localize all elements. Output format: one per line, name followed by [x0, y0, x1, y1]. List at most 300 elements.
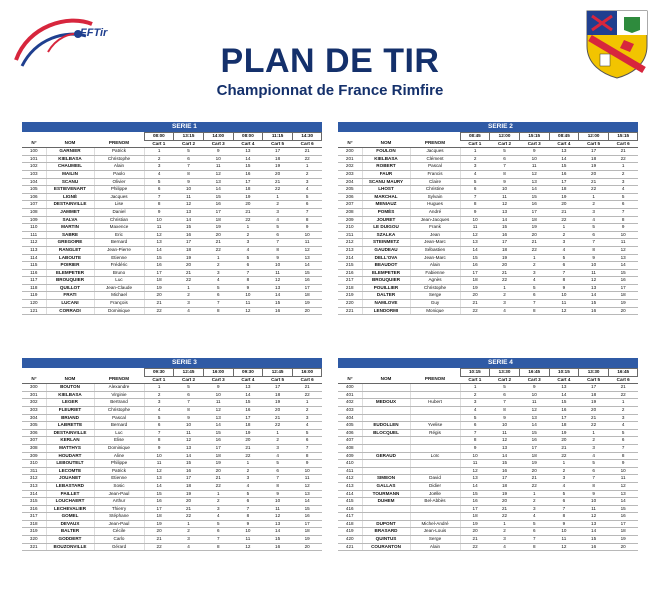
carton-target: 7 [233, 269, 263, 277]
column-header-cart: Cart 2 [490, 376, 520, 384]
carton-target: 1 [292, 399, 322, 407]
carton-target: 7 [263, 475, 293, 483]
carton-target: 22 [144, 543, 174, 551]
table-row [22, 193, 322, 201]
carton-target: 13 [263, 284, 293, 292]
shooter-number: 409 [338, 452, 362, 460]
shooter-firstname: Patrick [94, 467, 144, 475]
carton-target: 3 [203, 269, 233, 277]
shooter-firstname: Luc [94, 277, 144, 285]
shooter-name: HOUDART [46, 452, 94, 460]
carton-target: 17 [233, 178, 263, 186]
carton-target: 11 [519, 399, 549, 407]
carton-target: 6 [292, 201, 322, 209]
shooter-name: GAUDEAU [362, 246, 410, 254]
time-cell: 09:30 [144, 369, 174, 377]
carton-target: 12 [203, 406, 233, 414]
carton-target: 19 [144, 520, 174, 528]
table-row [22, 178, 322, 186]
carton-target: 7 [203, 536, 233, 544]
shooter-name [362, 444, 410, 452]
serie-table [338, 368, 638, 551]
table-row [338, 536, 638, 544]
carton-target: 2 [519, 262, 549, 270]
shooter-name [362, 384, 410, 392]
time-cell: 16:45 [608, 369, 638, 377]
carton-target: 22 [549, 216, 579, 224]
carton-target: 18 [263, 155, 293, 163]
carton-target: 6 [144, 186, 174, 194]
column-header-nom: NOM [46, 140, 94, 148]
shooter-number: 401 [338, 391, 362, 399]
carton-target: 4 [233, 246, 263, 254]
carton-target: 18 [144, 513, 174, 521]
carton-target: 11 [490, 429, 520, 437]
time-cell: 14:00 [203, 133, 233, 141]
blank-cell [362, 133, 410, 141]
carton-target: 5 [549, 254, 579, 262]
carton-target: 1 [144, 148, 174, 156]
shooter-firstname [410, 384, 460, 392]
carton-target: 2 [549, 231, 579, 239]
carton-target: 10 [174, 186, 204, 194]
shooter-firstname: Aline [94, 452, 144, 460]
carton-target: 9 [174, 178, 204, 186]
table-row [338, 277, 638, 285]
shooter-name: COURANTON [362, 543, 410, 551]
carton-target: 22 [549, 452, 579, 460]
shooter-firstname: Bernard [94, 239, 144, 247]
carton-target: 16 [233, 170, 263, 178]
table-row [22, 292, 322, 300]
carton-target: 8 [292, 452, 322, 460]
carton-target: 13 [203, 178, 233, 186]
carton-target: 13 [460, 475, 490, 483]
carton-target: 21 [608, 384, 638, 392]
carton-target: 13 [519, 178, 549, 186]
carton-target: 14 [263, 292, 293, 300]
carton-target: 9 [549, 520, 579, 528]
blank-cell [22, 133, 46, 141]
shooter-firstname: Yvelise [410, 422, 460, 430]
shooter-number: 306 [22, 429, 46, 437]
carton-target: 13 [203, 414, 233, 422]
shooter-name: LUCANI [46, 300, 94, 308]
carton-target: 8 [608, 452, 638, 460]
carton-target: 1 [579, 193, 609, 201]
shooter-number: 211 [338, 231, 362, 239]
carton-target: 22 [608, 155, 638, 163]
shooter-name [362, 505, 410, 513]
carton-target: 7 [174, 399, 204, 407]
time-cell: 13:30 [490, 369, 520, 377]
shooter-firstname: Michel-André [410, 520, 460, 528]
shooter-name: GERAUD [362, 452, 410, 460]
carton-target: 12 [608, 246, 638, 254]
shooter-firstname: Dominique [94, 444, 144, 452]
table-row [338, 498, 638, 506]
carton-target: 19 [233, 429, 263, 437]
carton-target: 21 [519, 475, 549, 483]
column-header-num: N° [22, 140, 46, 148]
carton-target: 10 [519, 391, 549, 399]
table-row [22, 513, 322, 521]
blank-cell [410, 369, 460, 377]
carton-target: 21 [460, 536, 490, 544]
shooter-name: MATTHYS [46, 444, 94, 452]
carton-target: 20 [579, 170, 609, 178]
table-row [338, 406, 638, 414]
carton-target: 13 [490, 444, 520, 452]
serie-table [22, 368, 322, 551]
carton-target: 8 [460, 201, 490, 209]
carton-target: 6 [233, 262, 263, 270]
carton-target: 9 [519, 148, 549, 156]
carton-target: 14 [233, 391, 263, 399]
carton-target: 12 [579, 513, 609, 521]
carton-target: 18 [292, 292, 322, 300]
shooter-firstname: Cécile [94, 528, 144, 536]
table-row [338, 505, 638, 513]
shooter-name: SALVA [46, 216, 94, 224]
shooter-number: 402 [338, 399, 362, 407]
shooter-number: 218 [338, 284, 362, 292]
table-row [22, 170, 322, 178]
carton-target: 17 [519, 444, 549, 452]
table-row [338, 178, 638, 186]
carton-target: 11 [144, 224, 174, 232]
carton-target: 6 [203, 528, 233, 536]
time-cell: 08:00 [144, 133, 174, 141]
carton-target: 6 [608, 201, 638, 209]
serie-header [22, 358, 322, 368]
carton-target: 16 [292, 277, 322, 285]
carton-target: 17 [292, 284, 322, 292]
carton-target: 16 [490, 467, 520, 475]
carton-target: 21 [292, 148, 322, 156]
carton-target: 1 [292, 163, 322, 171]
shooter-name: BEAUDOT [362, 262, 410, 270]
shooter-number: 213 [338, 246, 362, 254]
carton-target: 21 [549, 208, 579, 216]
carton-target: 18 [579, 391, 609, 399]
column-header-cart: Cart 2 [174, 376, 204, 384]
shooter-number: 120 [22, 300, 46, 308]
carton-target: 22 [263, 186, 293, 194]
shooter-firstname: Loïc [410, 452, 460, 460]
shooter-name: DUPONT [362, 520, 410, 528]
table-row [22, 467, 322, 475]
shooter-number: 405 [338, 422, 362, 430]
carton-target: 20 [490, 262, 520, 270]
shooter-number: 217 [338, 277, 362, 285]
shooter-name [362, 460, 410, 468]
shooter-number: 304 [22, 414, 46, 422]
shooter-number: 216 [338, 269, 362, 277]
shooter-name: POUILLIER [362, 284, 410, 292]
carton-target: 5 [460, 178, 490, 186]
table-row [338, 254, 638, 262]
carton-target: 22 [519, 246, 549, 254]
carton-target: 14 [144, 482, 174, 490]
shooter-number: 114 [22, 254, 46, 262]
carton-target: 18 [233, 422, 263, 430]
column-header-cart: Cart 2 [174, 140, 204, 148]
table-row [22, 422, 322, 430]
carton-target: 8 [263, 246, 293, 254]
carton-target: 16 [460, 498, 490, 506]
carton-target: 19 [233, 193, 263, 201]
carton-target: 16 [233, 406, 263, 414]
carton-target: 11 [608, 475, 638, 483]
carton-target: 9 [579, 254, 609, 262]
shooter-name: ELEMPETER [46, 269, 94, 277]
carton-target: 15 [490, 224, 520, 232]
carton-target: 17 [579, 384, 609, 392]
carton-target: 9 [203, 148, 233, 156]
carton-target: 10 [263, 498, 293, 506]
carton-target: 11 [292, 475, 322, 483]
shooter-name: JOURET [362, 216, 410, 224]
shooter-firstname: Maxence [94, 224, 144, 232]
shooter-number: 309 [22, 452, 46, 460]
carton-target: 4 [292, 186, 322, 194]
carton-target: 15 [549, 163, 579, 171]
carton-target: 8 [144, 437, 174, 445]
carton-target: 20 [174, 262, 204, 270]
carton-target: 9 [608, 224, 638, 232]
shooter-number: 303 [22, 406, 46, 414]
carton-target: 7 [549, 269, 579, 277]
carton-target: 9 [490, 178, 520, 186]
shooter-firstname: Jean-Jacques [410, 216, 460, 224]
carton-target: 5 [174, 148, 204, 156]
carton-target: 5 [579, 224, 609, 232]
carton-target: 20 [460, 528, 490, 536]
shooter-name: PAILLET [46, 490, 94, 498]
carton-target: 13 [460, 239, 490, 247]
table-row [338, 429, 638, 437]
carton-target: 7 [460, 193, 490, 201]
table-row [338, 422, 638, 430]
carton-target: 14 [460, 482, 490, 490]
carton-target: 15 [519, 429, 549, 437]
carton-target: 13 [608, 254, 638, 262]
carton-target: 21 [460, 300, 490, 308]
column-header-cart: Cart 1 [460, 376, 490, 384]
carton-target: 9 [233, 284, 263, 292]
carton-target: 15 [144, 254, 174, 262]
carton-target: 6 [233, 498, 263, 506]
carton-target: 3 [579, 208, 609, 216]
carton-target: 14 [203, 422, 233, 430]
shooter-name: LECOMTE [46, 467, 94, 475]
carton-target: 19 [490, 254, 520, 262]
carton-target: 21 [549, 444, 579, 452]
carton-target: 21 [579, 414, 609, 422]
shooter-firstname: Monique [410, 307, 460, 315]
shooter-firstname: Olivier [94, 178, 144, 186]
carton-target: 4 [203, 513, 233, 521]
shooter-number: 208 [338, 208, 362, 216]
carton-target: 6 [174, 155, 204, 163]
shooter-firstname: Sosic [94, 482, 144, 490]
carton-target: 18 [174, 482, 204, 490]
carton-target: 21 [263, 178, 293, 186]
carton-target: 13 [174, 208, 204, 216]
carton-target: 17 [579, 148, 609, 156]
shooter-firstname: Paolo [94, 170, 144, 178]
shooter-firstname: Christian [94, 216, 144, 224]
carton-target: 21 [608, 148, 638, 156]
carton-target: 6 [263, 231, 293, 239]
carton-target: 9 [460, 208, 490, 216]
shooter-number: 117 [22, 277, 46, 285]
carton-target: 10 [490, 186, 520, 194]
table-row [22, 224, 322, 232]
shooter-name: EUDOLLEN [362, 422, 410, 430]
column-header-cart: Cart 6 [608, 140, 638, 148]
shooter-name: BLOCQUEL [362, 429, 410, 437]
carton-target: 2 [203, 262, 233, 270]
shooter-name [362, 467, 410, 475]
carton-target: 2 [174, 528, 204, 536]
shooter-number: 419 [338, 528, 362, 536]
shooter-firstname: Alain [94, 163, 144, 171]
time-cell: 09:30 [233, 369, 263, 377]
serie-block-1 [22, 122, 322, 315]
column-header-cart: Cart 5 [263, 140, 293, 148]
shooter-number: 416 [338, 505, 362, 513]
shooter-number: 421 [338, 543, 362, 551]
carton-target: 20 [608, 543, 638, 551]
logo-text: FFTir [80, 27, 108, 39]
carton-target: 15 [233, 399, 263, 407]
carton-target: 10 [549, 528, 579, 536]
table-row [22, 490, 322, 498]
shooter-number: 215 [338, 262, 362, 270]
table-row [22, 528, 322, 536]
table-row [338, 208, 638, 216]
shooter-firstname [410, 505, 460, 513]
carton-target: 11 [579, 505, 609, 513]
time-row [22, 369, 322, 377]
shooter-name: BOUZONVILLE [46, 543, 94, 551]
carton-target: 20 [144, 528, 174, 536]
carton-target: 4 [549, 246, 579, 254]
carton-target: 11 [233, 536, 263, 544]
shooter-name: RANGLET [46, 246, 94, 254]
carton-target: 3 [579, 444, 609, 452]
shooter-name: NAMLOVE [362, 300, 410, 308]
carton-target: 8 [519, 307, 549, 315]
carton-target: 18 [608, 292, 638, 300]
carton-target: 11 [203, 399, 233, 407]
carton-target: 17 [144, 269, 174, 277]
carton-target: 7 [608, 208, 638, 216]
shooter-firstname: Elise [94, 437, 144, 445]
shooter-firstname: Serge [410, 536, 460, 544]
carton-target: 8 [203, 543, 233, 551]
carton-target: 8 [203, 307, 233, 315]
shooter-number: 311 [22, 467, 46, 475]
carton-target: 21 [233, 208, 263, 216]
shooter-firstname: Jean-Pierre [94, 246, 144, 254]
carton-target: 17 [174, 475, 204, 483]
table-row [22, 399, 322, 407]
shooter-name: KERLAN [46, 437, 94, 445]
shooter-name: GALLAS [362, 482, 410, 490]
shooter-number: 201 [338, 155, 362, 163]
carton-target: 3 [549, 475, 579, 483]
carton-target: 10 [519, 155, 549, 163]
table-row [22, 277, 322, 285]
carton-target: 3 [292, 178, 322, 186]
shooter-number: 412 [338, 475, 362, 483]
carton-target: 2 [608, 170, 638, 178]
carton-target: 11 [460, 460, 490, 468]
carton-target: 12 [292, 482, 322, 490]
carton-target: 6 [203, 292, 233, 300]
table-row [22, 239, 322, 247]
shooter-number: 118 [22, 284, 46, 292]
shooter-number: 110 [22, 224, 46, 232]
shooter-name: KIELBASA [46, 155, 94, 163]
carton-target: 6 [460, 186, 490, 194]
column-header-cart: Cart 5 [579, 376, 609, 384]
shooter-number: 106 [22, 193, 46, 201]
carton-target: 3 [233, 475, 263, 483]
carton-target: 12 [490, 437, 520, 445]
carton-target: 14 [203, 186, 233, 194]
shooter-name [362, 513, 410, 521]
carton-target: 10 [233, 528, 263, 536]
shooter-number: 420 [338, 536, 362, 544]
serie-block-3 [22, 358, 322, 551]
carton-target: 1 [460, 148, 490, 156]
shooter-number: 121 [22, 307, 46, 315]
shooter-number: 113 [22, 246, 46, 254]
time-cell: 08:45 [460, 133, 490, 141]
shooter-number: 107 [22, 201, 46, 209]
shooter-firstname [410, 414, 460, 422]
shooter-number: 406 [338, 429, 362, 437]
shooter-number: 314 [22, 490, 46, 498]
carton-target: 5 [233, 490, 263, 498]
carton-target: 10 [174, 422, 204, 430]
shooter-firstname: Frédéric [94, 262, 144, 270]
shooter-firstname [410, 391, 460, 399]
carton-target: 8 [174, 406, 204, 414]
carton-target: 19 [519, 224, 549, 232]
carton-target: 3 [608, 414, 638, 422]
carton-target: 15 [203, 193, 233, 201]
carton-target: 6 [292, 437, 322, 445]
carton-target: 14 [490, 452, 520, 460]
carton-target: 22 [490, 513, 520, 521]
carton-target: 1 [549, 224, 579, 232]
carton-target: 4 [519, 277, 549, 285]
shooter-number: 219 [338, 292, 362, 300]
table-row [338, 399, 638, 407]
shooter-firstname: Bruno [94, 269, 144, 277]
table-row [338, 262, 638, 270]
carton-target: 5 [549, 490, 579, 498]
shooter-name: ROBERT [362, 163, 410, 171]
shooter-firstname: Régis [410, 429, 460, 437]
shooter-firstname [410, 444, 460, 452]
shooter-name: BRIAND [46, 414, 94, 422]
